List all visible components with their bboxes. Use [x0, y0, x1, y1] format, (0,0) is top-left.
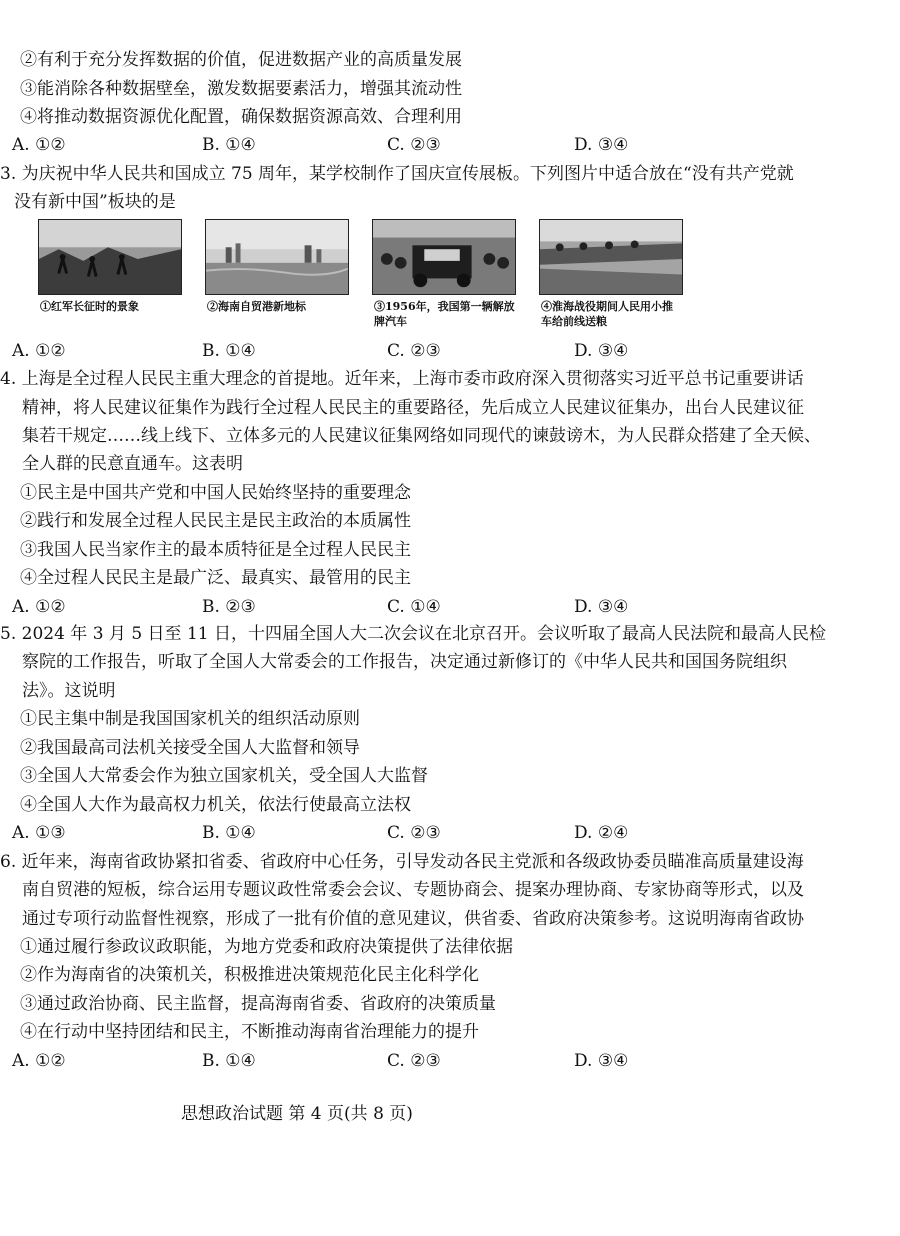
q13-picture-4 — [539, 219, 683, 337]
jiefang-truck-photo — [372, 219, 516, 295]
picture-4-caption: ④淮海战役期间人民用小推车给前线送粮 — [541, 300, 673, 328]
option-a: A. ①② — [12, 1051, 66, 1071]
q12-statement-3: ③能消除各种数据壁垒，激发数据要素活力，增强其流动性 — [20, 79, 462, 99]
q16-statement-2: ②作为海南省的决策机关，积极推进决策规范化民主化科学化 — [20, 965, 479, 985]
option-a: A. ①③ — [12, 823, 66, 843]
q13-options — [12, 341, 872, 363]
q16-statement-1: ①通过履行参政议政职能，为地方党委和政府决策提供了法律依据 — [20, 937, 513, 957]
q14-statement-2: ②践行和发展全过程人民民主是民主政治的本质属性 — [20, 511, 411, 531]
q13-stem-line-1: 3. 为庆祝中华人民共和国成立 75 周年，某学校制作了国庆宣传展板。下列图片中适合放在“没有共产党就 — [0, 164, 794, 184]
q14-stem-line-1: 4. 上海是全过程人民民主重大理念的首提地。近年来，上海市委市政府深入贯彻落实习近平总书记重要讲话 — [0, 369, 804, 389]
option-b: B. ①④ — [202, 341, 256, 361]
q15-stem-line-3: 法》。这说明 — [22, 681, 116, 701]
q14-stem-line-3: 集若干规定……线上线下、立体多元的人民建议征集网络如同现代的谏鼓谤木，为人民群众搭建了全天候、 — [22, 426, 821, 446]
q14-statement-3: ③我国人民当家作主的最本质特征是全过程人民民主 — [20, 540, 411, 560]
option-a: A. ①② — [12, 135, 66, 155]
q16-stem-line-3: 通过专项行动监督性视察，形成了一批有价值的意见建议，供省委、省政府决策参考。这说明海南省政协 — [22, 909, 804, 929]
picture-3-caption: ③1956年，我国第一辆解放牌汽车 — [374, 300, 515, 328]
page-footer: 思想政治试题 第 4 页(共 8 页) — [181, 1104, 413, 1124]
q14-statement-1: ①民主是中国共产党和中国人民始终坚持的重要理念 — [20, 483, 411, 503]
q14-statement-4: ④全过程人民民主是最广泛、最真实、最管用的民主 — [20, 568, 411, 588]
option-c: C. ②③ — [387, 341, 441, 361]
q16-stem-line-1: 6. 近年来，海南省政协紧扣省委、省政府中心任务，引导发动各民主党派和各级政协委员瞄准高质量建设海 — [0, 852, 804, 872]
q16-statement-4: ④在行动中坚持团结和民主，不断推动海南省治理能力的提升 — [20, 1022, 479, 1042]
option-d: D. ③④ — [574, 135, 629, 155]
q15-options — [12, 823, 872, 845]
option-a: A. ①② — [12, 597, 66, 617]
q16-statement-3: ③通过政治协商、民主监督，提高海南省委、省政府的决策质量 — [20, 994, 496, 1014]
q13-stem-line-2: 没有新中国”板块的是 — [14, 192, 176, 212]
option-c: C. ②③ — [387, 1051, 441, 1071]
q14-options — [12, 597, 872, 619]
option-d: D. ②④ — [574, 823, 629, 843]
q15-stem-line-2: 察院的工作报告，听取了全国人大常委会的工作报告，决定通过新修订的《中华人民共和国国务院组织 — [22, 652, 787, 672]
q13-picture-1 — [38, 219, 182, 337]
q13-picture-3 — [372, 219, 516, 337]
q15-statement-4: ④全国人大作为最高权力机关，依法行使最高立法权 — [20, 795, 411, 815]
option-c: C. ②③ — [387, 823, 441, 843]
option-d: D. ③④ — [574, 597, 629, 617]
option-b: B. ②③ — [202, 597, 256, 617]
q15-statement-1: ①民主集中制是我国国家机关的组织活动原则 — [20, 709, 360, 729]
option-d: D. ③④ — [574, 341, 629, 361]
option-b: B. ①④ — [202, 135, 256, 155]
option-c: C. ①④ — [387, 597, 441, 617]
q15-statement-2: ②我国最高司法机关接受全国人大监督和领导 — [20, 738, 360, 758]
q12-statement-4: ④将推动数据资源优化配置，确保数据资源高效、合理利用 — [20, 107, 462, 127]
q14-stem-line-4: 全人群的民意直通车。这表明 — [22, 454, 243, 474]
hainan-landmark-photo — [205, 219, 349, 295]
q16-stem-line-2: 南自贸港的短板，综合运用专题议政性常委会会议、专题协商会、提案办理协商、专家协商等形式，以及 — [22, 880, 804, 900]
option-d: D. ③④ — [574, 1051, 629, 1071]
q14-stem-line-2: 精神，将人民建议征集作为践行全过程人民民主的重要路径，先后成立人民建议征集办，出台人民建议征 — [22, 398, 804, 418]
long-march-photo — [38, 219, 182, 295]
q12-options — [12, 135, 872, 157]
q12-statement-2: ②有利于充分发挥数据的价值，促进数据产业的高质量发展 — [20, 50, 462, 70]
picture-2-caption: ②海南自贸港新地标 — [207, 300, 306, 313]
huaihai-campaign-photo — [539, 219, 683, 295]
q15-stem-line-1: 5. 2024 年 3 月 5 日至 11 日，十四届全国人大二次会议在北京召开。会议听取了最高人民法院和最高人民检 — [0, 624, 826, 644]
q15-statement-3: ③全国人大常委会作为独立国家机关，受全国人大监督 — [20, 766, 428, 786]
option-c: C. ②③ — [387, 135, 441, 155]
q16-options — [12, 1051, 872, 1073]
picture-1-caption: ①红军长征时的景象 — [40, 300, 139, 313]
option-b: B. ①④ — [202, 823, 256, 843]
q13-picture-2 — [205, 219, 349, 337]
option-b: B. ①④ — [202, 1051, 256, 1071]
option-a: A. ①② — [12, 341, 66, 361]
